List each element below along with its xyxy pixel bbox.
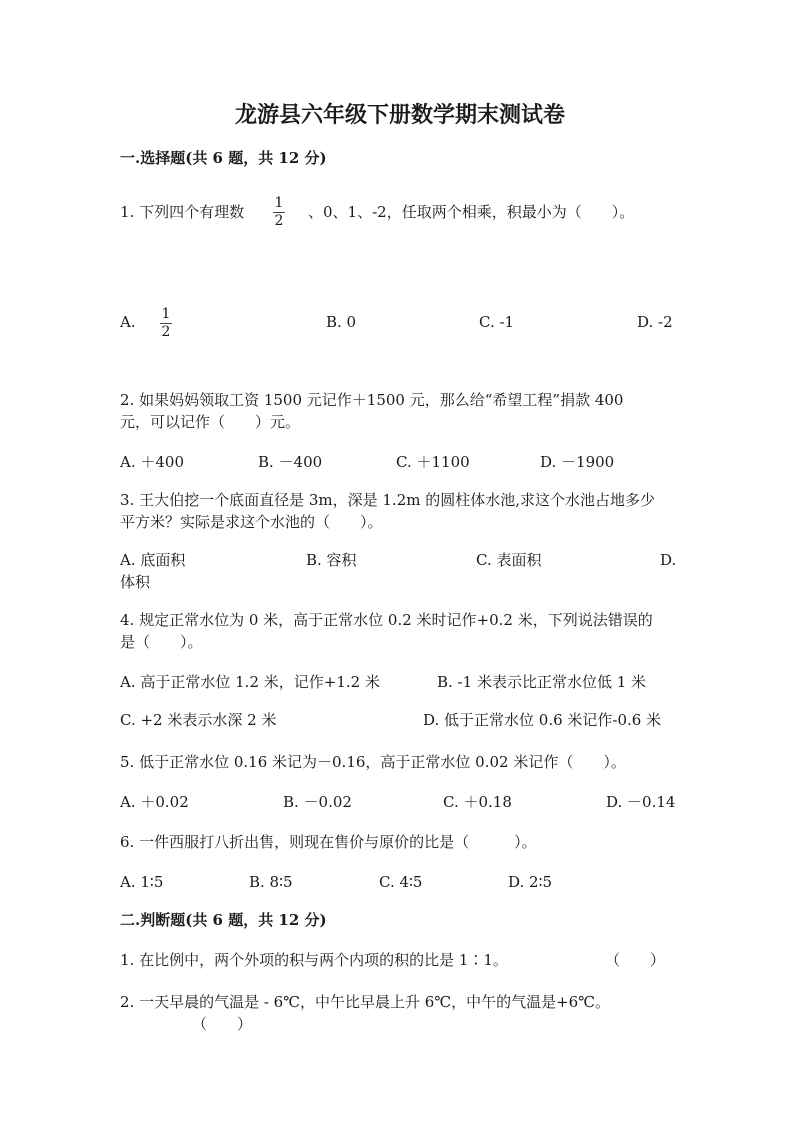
q2-option-c: C. ＋1100	[396, 453, 470, 471]
q3-option-a: A. 底面积	[120, 551, 186, 569]
q2-option-b: B. －400	[258, 453, 323, 471]
q2-option-d: D. －1900	[540, 453, 615, 471]
q2-text-line1: 2. 如果妈妈领取工资 1500 元记作＋1500 元，那么给“希望工程”捐款 400	[120, 391, 624, 409]
q3-option-d: D.	[660, 551, 677, 569]
judge-q2-answer-parens: （ ）	[192, 1015, 253, 1033]
q1-option-a-label: A.	[120, 313, 136, 331]
q5-option-b: B. －0.02	[283, 793, 352, 811]
q5-option-c: C. ＋0.18	[443, 793, 512, 811]
q3-text-line1: 3. 王大伯挖一个底面直径是 3m，深是 1.2m 的圆柱体水池,求这个水池占地多少	[120, 491, 656, 509]
q4-text-line2: 是（ ）。	[120, 633, 203, 651]
q6-text-line1: 6. 一件西服打八折出售，则现在售价与原价的比是（ ）。	[120, 833, 537, 851]
q1-fraction	[272, 196, 286, 229]
q4-option-a: A. 高于正常水位 1.2 米，记作+1.2 米	[120, 673, 380, 691]
q1-option-a-denominator: 2	[161, 324, 171, 340]
q1-option-a-fraction	[159, 307, 173, 340]
q1-option-b: B. 0	[326, 313, 357, 331]
judge-q1-text: 1. 在比例中，两个外项的积与两个内项的积的比是 1∶1。	[120, 951, 508, 969]
q3-option-b: B. 容积	[306, 551, 357, 569]
q6-option-c: C. 4∶5	[379, 873, 423, 891]
q3-text-line2: 平方米？实际是求这个水池的（ ）。	[120, 513, 383, 531]
q6-option-b: B. 8∶5	[249, 873, 293, 891]
q2-text-line2: 元，可以记作（ ）元。	[120, 413, 301, 431]
q5-text-line1: 5. 低于正常水位 0.16 米记为－0.16，高于正常水位 0.02 米记作（ ）。	[120, 753, 626, 771]
q4-option-b: B. -1 米表示比正常水位低 1 米	[437, 673, 647, 691]
q4-option-d: D. 低于正常水位 0.6 米记作-0.6 米	[423, 711, 662, 729]
q1-fraction-numerator: 1	[274, 195, 284, 211]
q4-text-line1: 4. 规定正常水位为 0 米，高于正常水位 0.2 米时记作+0.2 米，下列说法错误的	[120, 611, 653, 629]
q5-option-a: A. ＋0.02	[120, 793, 189, 811]
q6-option-a: A. 1∶5	[120, 873, 164, 891]
q1-option-d: D. -2	[637, 313, 673, 331]
q4-option-c: C. +2 米表示水深 2 米	[120, 711, 277, 729]
q1-fraction-denominator: 2	[274, 213, 284, 229]
section1-heading: 一.选择题(共 6 题，共 12 分)	[120, 149, 327, 167]
page-title: 龙游县六年级下册数学期末测试卷	[234, 102, 565, 128]
q3-option-c: C. 表面积	[476, 551, 542, 569]
q1-text-suffix: 、0、1、-2，任取两个相乘，积最小为（ ）。	[308, 203, 635, 221]
q1-option-a-numerator: 1	[161, 306, 171, 322]
q6-option-d: D. 2∶5	[508, 873, 553, 891]
judge-q2-text: 2. 一天早晨的气温是 - 6℃，中午比早晨上升 6℃，中午的气温是+6℃。	[120, 993, 610, 1011]
judge-q1-answer-parens: （ ）	[605, 951, 666, 969]
q3-option-d-text: 体积	[120, 573, 151, 591]
q2-option-a: A. ＋400	[120, 453, 184, 471]
q5-option-d: D. －0.14	[606, 793, 676, 811]
q1-text-prefix: 1. 下列四个有理数	[120, 203, 245, 221]
q1-option-c: C. -1	[479, 313, 515, 331]
section2-heading: 二.判断题(共 6 题，共 12 分)	[120, 911, 327, 929]
